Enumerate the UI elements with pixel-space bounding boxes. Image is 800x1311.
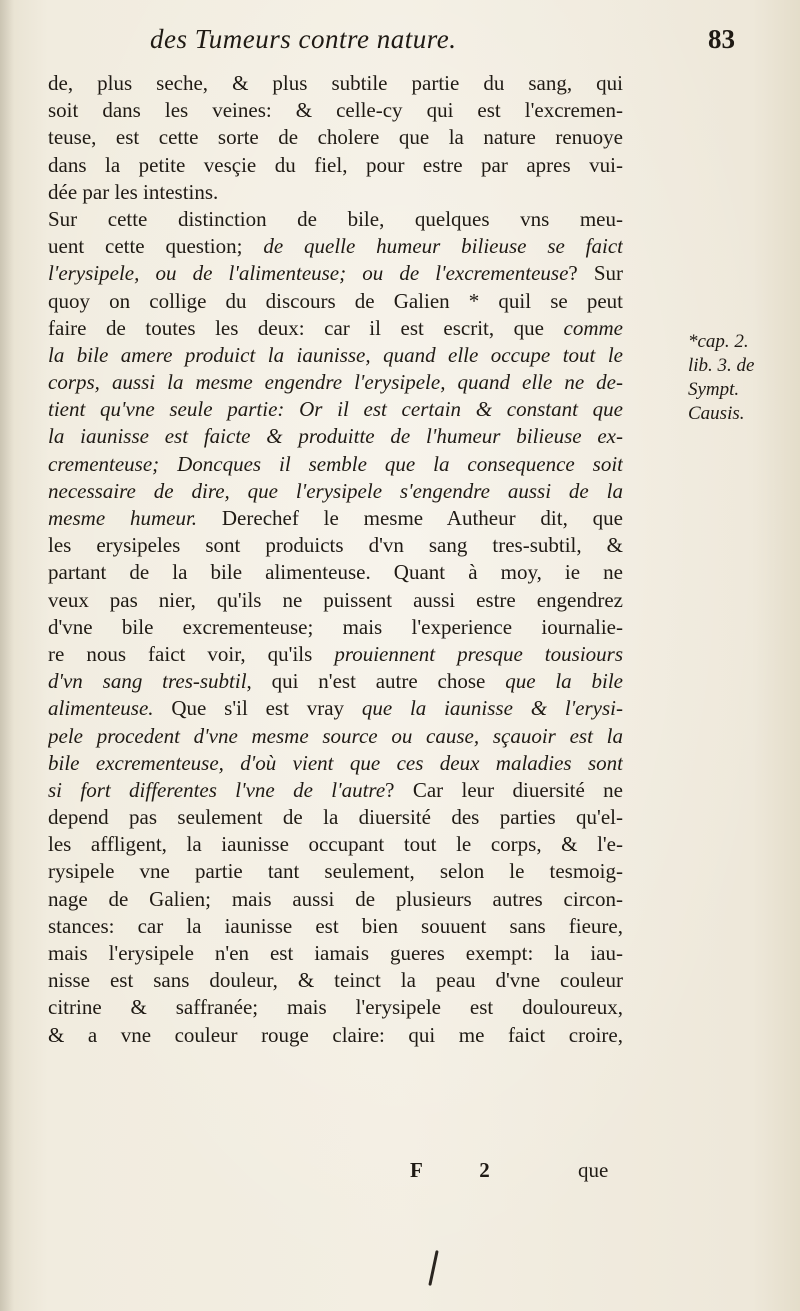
text-line	[48, 423, 623, 450]
text-line	[48, 97, 623, 124]
text-line	[48, 260, 623, 287]
text-segment: rysipele vne partie tant seulement, selon le tesmoig-	[48, 859, 623, 884]
text-segment: uent cette question;	[48, 234, 264, 259]
text-line	[48, 723, 623, 750]
text-line	[48, 152, 623, 179]
italic-segment: de quelle humeur bilieuse se faict	[263, 234, 623, 259]
text-segment: Sur cette distinction de bile, quelques vns meu-	[48, 206, 623, 231]
signature-mark: F 2	[410, 1158, 516, 1182]
text-line	[48, 967, 623, 994]
text-segment: faire de toutes les deux: car il est escrit, que	[48, 315, 564, 340]
text-segment: stances: car la iaunisse est bien souuent sans fieure,	[48, 913, 623, 938]
text-line	[48, 451, 623, 478]
text-line	[48, 858, 623, 885]
text-line	[48, 206, 623, 233]
italic-segment: crementeuse; Doncques il semble que la consequence soit	[48, 451, 623, 476]
italic-segment: alimenteuse.	[48, 696, 154, 721]
text-line	[48, 559, 623, 586]
text-segment: de, plus seche, & plus subtile partie du sang, qui	[48, 71, 623, 95]
text-line	[48, 288, 623, 315]
text-line	[48, 777, 623, 804]
text-segment: quoy on collige du discours de Galien * quil se peut	[48, 288, 623, 313]
text-line	[48, 342, 623, 369]
text-line	[48, 804, 623, 831]
italic-segment: mesme humeur.	[48, 506, 198, 530]
italic-segment: pele procedent d'vne mesme source ou cause, sçauoir est la	[48, 723, 623, 748]
ink-mark	[428, 1250, 438, 1286]
text-line	[48, 913, 623, 940]
text-line	[48, 532, 623, 559]
text-line	[48, 994, 623, 1021]
text-segment: ? Sur	[568, 261, 623, 286]
page-number: 83	[708, 24, 735, 54]
italic-segment: necessaire de dire, que l'erysipele s'engendre aussi de la	[48, 478, 623, 503]
text-segment: d'vne bile excrementeuse; mais l'experience iournalie-	[48, 614, 623, 639]
text-segment: Que s'il est vray	[153, 696, 362, 721]
italic-segment: bile excrementeuse, d'où vient que ces deux maladies sont	[48, 750, 623, 775]
text-line	[48, 668, 623, 695]
italic-segment: d'vn sang tres-subtil	[48, 669, 247, 694]
body-text	[48, 70, 623, 1049]
italic-segment: prouiennent presque tousiours	[334, 641, 623, 666]
running-head: des Tumeurs contre nature.	[150, 24, 457, 54]
text-line	[48, 614, 623, 641]
text-line	[48, 396, 623, 423]
text-line	[48, 641, 623, 668]
text-line	[48, 315, 623, 342]
italic-segment: si fort differentes l'vne de l'autre	[48, 777, 386, 802]
italic-segment: la iaunisse est faicte & produitte de l'humeur bilieuse ex-	[48, 424, 623, 449]
text-segment: citrine & saffranée; mais l'erysipele est douloureux,	[48, 995, 623, 1020]
text-segment: les erysipeles sont produicts d'vn sang tres-subtil, &	[48, 533, 623, 558]
text-segment: re nous faict voir, qu'ils	[48, 641, 335, 666]
text-segment: nage de Galien; mais aussi de plusieurs autres circon-	[48, 886, 623, 911]
text-segment: teuse, est cette sorte de cholere que la nature renuoye	[48, 125, 623, 150]
text-segment: Derechef le mesme Autheur dit, que	[197, 506, 623, 530]
text-segment: partant de la bile alimenteuse. Quant à moy, ie ne	[48, 560, 623, 585]
italic-segment: l'erysipele, ou de l'alimenteuse; ou de l'excrementeuse	[48, 261, 569, 286]
italic-segment: la bile amere produict la iaunisse, quand elle occupe tout le	[48, 342, 623, 367]
margin-note-line: Causis.	[688, 403, 745, 424]
text-line	[48, 478, 623, 505]
text-segment: les affligent, la iaunisse occupant tout le corps, & l'e-	[48, 832, 623, 857]
text-line	[48, 179, 623, 206]
italic-segment: que la bile	[505, 669, 623, 694]
text-segment: & a vne couleur rouge claire: qui me faict croire,	[48, 1022, 623, 1047]
text-line	[48, 70, 623, 97]
text-line	[48, 940, 623, 967]
text-line	[48, 886, 623, 913]
text-segment: , qui n'est autre chose	[246, 669, 506, 694]
text-line	[48, 505, 623, 532]
text-segment: dée par les intestins.	[48, 179, 219, 204]
italic-segment: comme	[563, 315, 623, 340]
text-line	[48, 831, 623, 858]
italic-segment: tient qu'vne seule partie: Or il est certain & constant que	[48, 397, 623, 422]
margin-note-line: lib. 3. de	[688, 355, 755, 376]
text-line	[48, 233, 623, 260]
italic-segment: que la iaunisse & l'erysi-	[361, 696, 623, 721]
text-segment: dans la petite vesçie du fiel, pour estre par apres vui-	[48, 152, 623, 177]
text-segment: veux pas nier, qu'ils ne puissent aussi estre engendrez	[48, 587, 623, 612]
gutter-shadow	[0, 0, 14, 1311]
text-line	[48, 587, 623, 614]
text-segment: depend pas seulement de la diuersité des parties qu'el-	[48, 805, 623, 830]
text-line	[48, 750, 623, 777]
text-segment: mais l'erysipele n'en est iamais gueres exempt: la iau-	[48, 941, 623, 965]
text-segment: soit dans les veines: & celle-cy qui est l'excremen-	[48, 98, 623, 123]
text-segment: ? Car leur diuersité ne	[385, 777, 623, 802]
text-line	[48, 695, 623, 722]
margin-note-line: Sympt.	[688, 379, 740, 400]
margin-note	[688, 330, 798, 426]
text-line	[48, 369, 623, 396]
text-line	[48, 124, 623, 151]
catchword: que	[578, 1158, 609, 1182]
text-segment: nisse est sans douleur, & teinct la peau d'vne couleur	[48, 968, 623, 993]
text-line	[48, 1022, 623, 1049]
italic-segment: corps, aussi la mesme engendre l'erysipele, quand elle ne de-	[48, 370, 623, 395]
margin-note-line: *cap. 2.	[688, 331, 749, 352]
